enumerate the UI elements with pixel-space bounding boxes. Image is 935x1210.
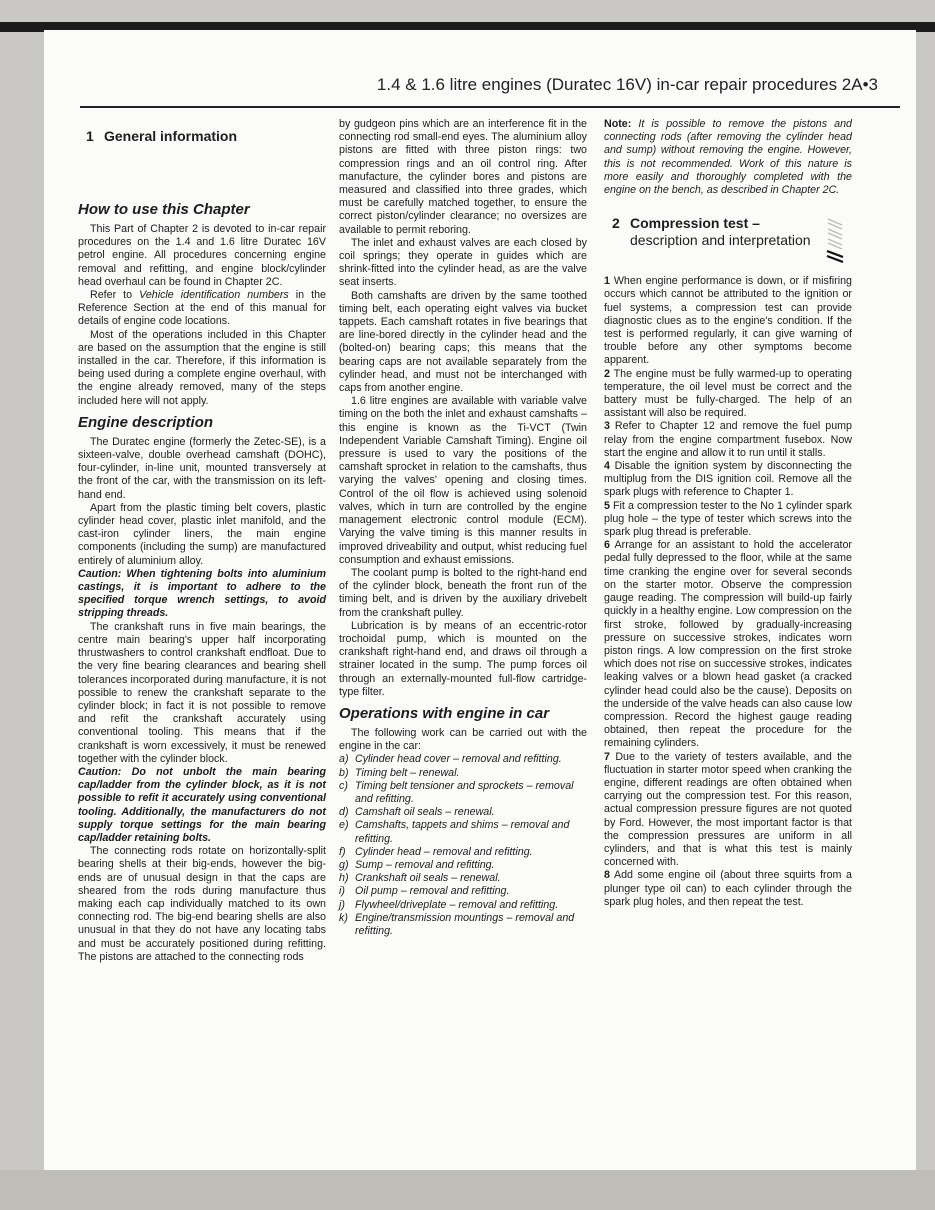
column-1	[78, 120, 326, 964]
paragraph: The Duratec engine (formerly the Zetec-SE), is a sixteen-valve, double overhead camshaft (DOHC), four-cylinder, in-line unit, mounted transversely at the front of the car, with the transmission on its left-hand end.	[78, 435, 326, 501]
list-item: g) Sump – removal and refitting.	[339, 858, 495, 871]
section-title: Compression test –	[630, 215, 760, 232]
step: 5 Fit a compression tester to the No 1 cylinder spark plug hole – the type of tester which screws into the spark plug thread is preferable.	[604, 499, 852, 539]
column-2	[339, 118, 587, 938]
list-item: c) Timing belt tensioner and sprockets – removal and refitting.	[339, 779, 574, 805]
section-title: General information	[104, 128, 238, 144]
manual-page	[44, 30, 916, 1170]
step: 2 The engine must be fully warmed-up to operating temperature, the oil level must be correct and the battery must be fully-charged. The help of an assistant will also be required.	[604, 367, 852, 420]
header-rule	[80, 106, 900, 108]
column-3	[604, 118, 852, 909]
subheading-how-to-use: How to use this Chapter	[78, 201, 250, 218]
paragraph: Lubrication is by means of an eccentric-rotor trochoidal pump, which is mounted on the crankshaft right-hand end, and draws oil through a strainer located in the sump. The pump forces oil through an externally-mounted full-flow cartridge-type filter.	[339, 619, 587, 698]
paragraph: The following work can be carried out with the engine in the car:	[339, 726, 587, 753]
step: 1 When engine performance is down, or if misfiring occurs which cannot be attributed to the ignition or fuel systems, a compression test can provide diagnostic clues as to the engine's condition. If the test is performed regularly, it can give warning of trouble before any other symptoms become apparent.	[604, 275, 852, 367]
note-paragraph: Note: It is possible to remove the pistons and connecting rods (after removing the cylinder head and sump) without removing the engine. However, this is not recommended. Work of this nature is more easily and thoroughly completed with the engine on the bench, as described in Chapter 2C.	[604, 118, 852, 197]
section-number: 1	[86, 128, 94, 144]
section-2-heading	[604, 215, 852, 275]
list-item: h) Crankshaft oil seals – renewal.	[339, 872, 501, 885]
section-1-heading	[78, 128, 326, 145]
step: 3 Refer to Chapter 12 and remove the fuel pump relay from the engine compartment fusebox. Now start the engine and allow it to run until it stalls.	[604, 420, 852, 459]
step: 8 Add some engine oil (about three squirts from a plunger type oil can) to each cylinder through the spark plug holes, and then repeat the test.	[604, 869, 852, 908]
list-item: j) Flywheel/driveplate – removal and refitting.	[339, 898, 559, 911]
caution-note: Caution: Do not unbolt the main bearing cap/ladder from the cylinder block, as it is not possible to refit it accurately using conventional tooling. Additionally, the manufacturers do not supply torque settings for the main bearing cap/ladder retaining bolts.	[78, 765, 326, 844]
difficulty-spanner-icon	[824, 215, 846, 263]
step: 6 Arrange for an assistant to hold the accelerator pedal fully depressed to the floor, while at the same time cranking the engine over for several seconds on the starter motor. Observe the compression gauge reading. The compression will build-up fairly quickly in a healthy engine. Low compression on the first stroke, followed by gradually-increasing pressure on successive strokes, indicates worn piston rings. A low compression on the first stroke which does not rise on successive strokes, indicates leaking valves or a blown head gasket (a cracked cylinder head could also be the cause). Deposits on the underside of the valve heads can also cause low compression. Record the highest gauge reading obtained, then repeat the procedure for the remaining cylinders.	[604, 539, 852, 750]
paragraph: The crankshaft runs in five main bearings, the centre main bearing's upper half incorporating thrustwashers to control crankshaft endfloat. Due to the very fine bearing clearances and bearing shell tolerances incorporated during manufacture, it is not possible to renew the crankshaft separate to the cylinder block; in fact it is not possible to remove and refit the crankshaft accurately using conventional tooling. This means that if the crankshaft is worn excessively, it must be renewed together with the cylinder block.	[78, 620, 326, 765]
running-head: 1.4 & 1.6 litre engines (Duratec 16V) in-car repair procedures 2A•3	[376, 75, 878, 94]
list-item: d) Camshaft oil seals – renewal.	[339, 806, 495, 819]
list-item: f) Cylinder head – removal and refitting.	[339, 845, 533, 858]
paragraph: This Part of Chapter 2 is devoted to in-car repair procedures on the 1.4 and 1.6 litre Duratec 16V petrol engine. All procedures concerning engine removal and refitting, and engine block/cylinder head overhaul can be found in Chapter 2C.	[78, 223, 326, 288]
paragraph: 1.6 litre engines are available with variable valve timing on the both the inlet and exhaust camshafts – this engine is known as the Ti-VCT (Twin Independent Variable Camshaft Timing). Engine oil pressure is used to vary the positions of the camshaft sprocket in relation to the camshafts, thus varying the valves' opening and closing times. Control of the oil flow is achieved using solenoid valves, which in turn are controlled by the engine management electronic control module (ECM). Varying the valve timing is this manner results in improved driveability and output, whist reducing fuel consumption and exhaust emissions.	[339, 395, 587, 566]
list-item: k) Engine/transmission mountings – removal and refitting.	[339, 911, 575, 937]
paragraph: The coolant pump is bolted to the right-hand end of the cylinder block, beneath the front run of the timing belt, and is driven by the auxiliary drivebelt from the crankshaft pulley.	[339, 566, 587, 619]
list-item: i) Oil pump – removal and refitting.	[339, 885, 510, 898]
paragraph: Most of the operations included in this Chapter are based on the assumption that the engine is still installed in the car. Therefore, if this information is being used during a complete engine overhaul, with the engine already removed, many of the steps included here will not apply.	[78, 328, 326, 407]
list-item: e) Camshafts, tappets and shims – removal and refitting.	[339, 819, 570, 845]
paragraph: by gudgeon pins which are an interference fit in the connecting rod small-end eyes. The aluminium alloy pistons are fitted with three piston rings: two compression rings and an oil control ring. After manufacture, the cylinder bores and pistons are measured and classified into three grades, which must be carefully matched together, to ensure the correct piston/cylinder clearance; no oversizes are available to permit reboring.	[339, 118, 587, 236]
paragraph: Both camshafts are driven by the same toothed timing belt, each operating eight valves via bucket tappets. Each camshaft rotates in five bearings that are line-bored directly in the cylinder head and the (bolted-on) bearing caps; this means that the bearing caps are not available separately from the cylinder head, and must not be interchanged with caps from another engine.	[339, 289, 587, 395]
step: 4 Disable the ignition system by disconnecting the multiplug from the DIS ignition coil. Remove all the spark plugs with reference to Chapter 1.	[604, 460, 852, 499]
list-item: b) Timing belt – renewal.	[339, 766, 460, 779]
subheading-operations: Operations with engine in car	[339, 704, 550, 722]
subheading-engine-description: Engine description	[78, 413, 214, 431]
paragraph: Refer to Vehicle identification numbers in the Reference Section at the end of this manual for details of engine code locations.	[78, 289, 326, 328]
step: 7 Due to the variety of testers available, and the fluctuation in starter motor speed when cranking the engine, different readings are often obtained when carrying out the compression test. For this reason, actual compression pressure figures are not quoted by Ford. However, the most important factor is that the compression pressures are uniform in all cylinders, and that is what this test is mainly concerned with.	[604, 750, 852, 869]
list-item: a) Cylinder head cover – removal and refitting.	[339, 753, 562, 766]
operations-list	[339, 753, 587, 938]
caution-note: Caution: When tightening bolts into aluminium castings, it is important to adhere to the specified torque wrench settings, to avoid stripping threads.	[78, 567, 326, 620]
paragraph: The inlet and exhaust valves are each closed by coil springs; they operate in guides which are shrink-fitted into the cylinder head, as are the valve seat inserts.	[339, 236, 587, 289]
section-number: 2	[612, 215, 620, 232]
paragraph: The connecting rods rotate on horizontally-split bearing shells at their big-ends, however the big-ends are of unusual design in that the caps are sheared from the rods during manufacture thus making each cap individually matched to its own connecting rod. The big-end bearing shells are also unusual in that they do not have any locating tabs and must be accurately positioned during refitting. The pistons are attached to the connecting rods	[78, 845, 326, 963]
section-subtitle: description and interpretation	[630, 232, 811, 249]
scan-bottom-edge	[0, 1170, 935, 1210]
paragraph: Apart from the plastic timing belt covers, plastic cylinder head cover, plastic inlet manifold, and the cast-iron cylinder liners, the main engine components (including the sump) are manufactured entirely of aluminium alloy.	[78, 501, 326, 567]
